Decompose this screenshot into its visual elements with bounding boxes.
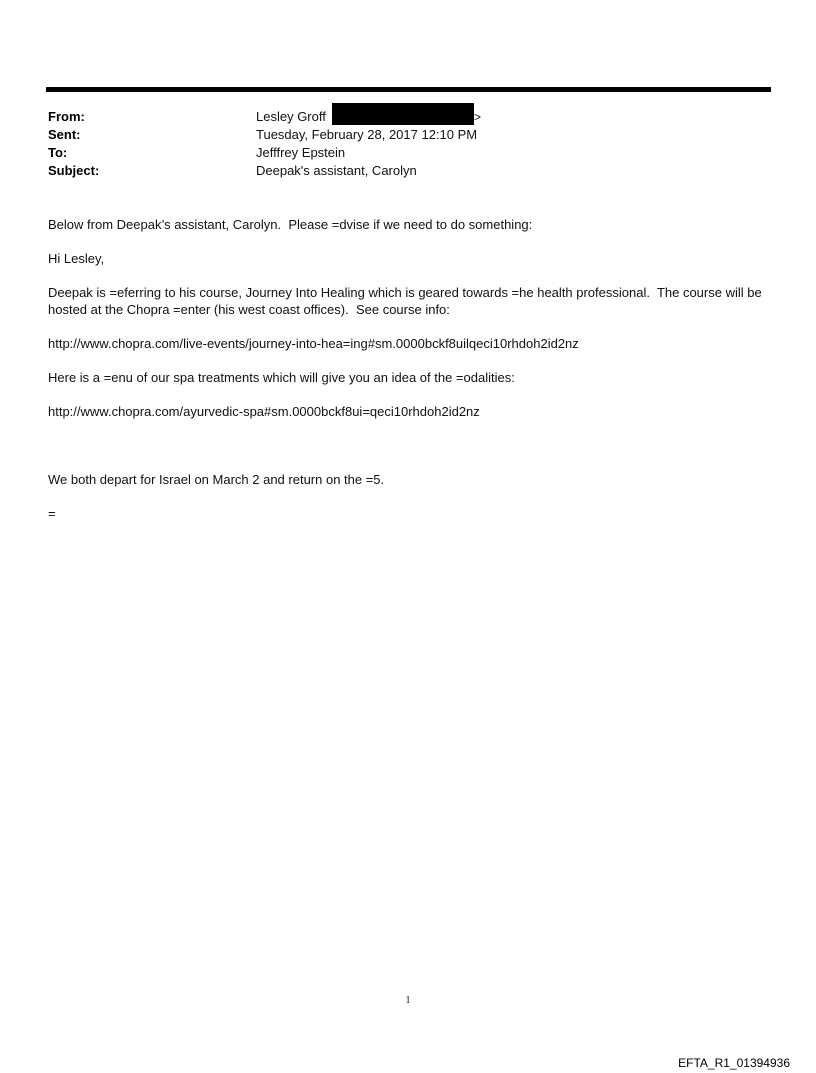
body-trailing-equals: =: [48, 506, 56, 521]
body-paragraph-greeting: Hi Lesley,: [48, 251, 105, 266]
body-paragraph-menu: Here is a =enu of our spa treatments which will give you an idea of the =odalities:: [48, 370, 515, 385]
from-name: Lesley Groff: [256, 109, 326, 124]
body-link-spa: http://www.chopra.com/ayurvedic-spa#sm.0000bckf8ui=qeci10rhdoh2id2nz: [48, 404, 480, 419]
redaction-block: [332, 103, 474, 125]
page-number: 1: [405, 995, 411, 1006]
from-value: [256, 108, 482, 126]
document-id: EFTA_R1_01394936: [678, 1056, 790, 1070]
sent-row: [48, 126, 768, 144]
body-paragraph-course: Deepak is =eferring to his course, Journey Into Healing which is geared towards =he health professional. The course will be hosted at the Chopra =enter (his west coast offices). See course info:: [48, 285, 766, 317]
to-row: [48, 144, 768, 162]
body-link-course: http://www.chopra.com/live-events/journey-into-hea=ing#sm.0000bckf8uilqeci10rhdoh2id2nz: [48, 336, 579, 351]
sent-value: Tuesday, February 28, 2017 12:10 PM: [256, 127, 478, 142]
to-label: To:: [48, 145, 68, 160]
from-label: From:: [48, 109, 85, 124]
body-paragraph-intro: Below from Deepak’s assistant, Carolyn. Please =dvise if we need to do something:: [48, 217, 533, 232]
subject-row: [48, 162, 768, 180]
sent-label: Sent:: [48, 127, 81, 142]
subject-value: Deepak's assistant, Carolyn: [256, 163, 417, 178]
to-value: Jefffrey Epstein: [256, 145, 346, 160]
from-row: [48, 108, 768, 126]
redaction-tail: >: [474, 110, 482, 124]
subject-label: Subject:: [48, 163, 100, 178]
email-body: [48, 216, 773, 522]
email-header: [48, 108, 768, 180]
header-rule: [46, 87, 771, 92]
body-paragraph-travel: We both depart for Israel on March 2 and return on the =5.: [48, 472, 385, 487]
